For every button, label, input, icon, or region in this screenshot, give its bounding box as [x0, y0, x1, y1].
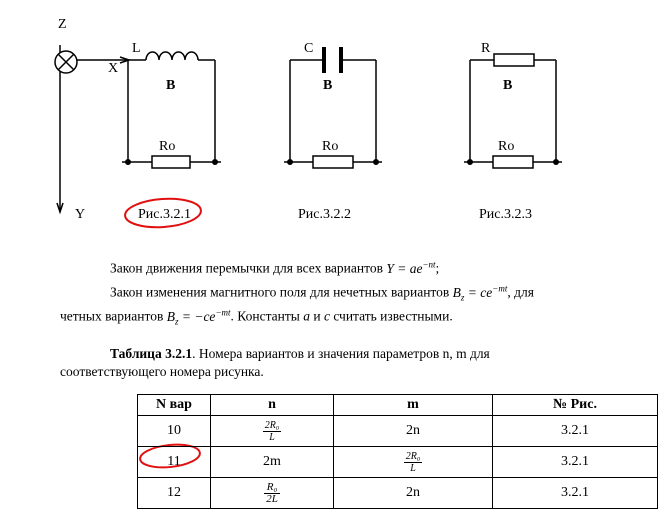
- header-m: m: [334, 395, 493, 416]
- variants-table: [137, 394, 658, 509]
- capacitor-plate-2: [339, 47, 343, 73]
- paragraph-field-law-line2: четных вариантов $B_z = -ce^{-mt}$. Константы a и c считать известными.: [60, 307, 453, 327]
- axis-z-label: Z: [58, 17, 67, 32]
- paragraph-motion-law: Закон движения перемычки для всех вариантов $Y = ae^{-nt}$;: [110, 259, 440, 276]
- fig1-caption: Рис.3.2.1: [138, 207, 191, 222]
- fig2-element-label: C: [304, 41, 314, 56]
- resistor-ro-2: [313, 156, 353, 168]
- table-caption: Таблица 3.2.1. Номера вариантов и значения параметров n, m для: [110, 346, 490, 361]
- table-caption-line2: соответствующего номера рисунка.: [60, 364, 264, 379]
- fraction-n: $\frac{\text{R₀}}{2L}$: [266, 480, 278, 505]
- fig3-field-label: B: [503, 78, 513, 93]
- formula-y: $Y = ae^{-nt}$: [386, 259, 436, 276]
- table-header-row: [138, 395, 658, 416]
- header-n: n: [211, 395, 334, 416]
- resistor-ro-3: [493, 156, 533, 168]
- table-row: 10 $\frac{\text{2R₀}}{L}$ 2n 3.2.1: [138, 416, 658, 447]
- fig2-ro-label: Ro: [322, 139, 339, 154]
- table-row: 12 $\frac{\text{R₀}}{2L}$ 2n 3.2.1: [138, 478, 658, 509]
- fraction-n: $\frac{\text{2R₀}}{L}$: [264, 419, 280, 443]
- fig2-field-label: B: [323, 78, 333, 93]
- formula-bz-even: $B_z = -ce^{-mt}$: [166, 307, 231, 327]
- formula-bz-odd: $B_z = ce^{-mt}$: [452, 283, 508, 303]
- capacitor-plate-1: [322, 47, 326, 73]
- axis-x-label: X: [108, 61, 119, 76]
- fraction-m: $\frac{\text{2R₀}}{L}$: [405, 450, 421, 474]
- axis-y-label: Y: [75, 207, 86, 222]
- resistor-r: [494, 54, 534, 66]
- table-row: 11 2m $\frac{\text{2R₀}}{L}$ 3.2.1: [138, 447, 658, 478]
- fig3-caption: Рис.3.2.3: [479, 207, 532, 222]
- fig3-ro-label: Ro: [498, 139, 515, 154]
- fig1-ro-label: Ro: [159, 139, 176, 154]
- fig2-caption: Рис.3.2.2: [298, 207, 351, 222]
- resistor-ro-1: [152, 156, 190, 168]
- paragraph-field-law-line1: Закон изменения магнитного поля для нечетных вариантов $B_z = ce^{-mt}$, для: [110, 283, 534, 303]
- fig1-element-label: L: [132, 41, 141, 56]
- fig3-element-label: R: [481, 41, 491, 56]
- header-var: N вар: [138, 395, 211, 416]
- header-fig: № Рис.: [493, 395, 658, 416]
- fig1-field-label: B: [166, 78, 176, 93]
- inductor-coil: [146, 52, 198, 60]
